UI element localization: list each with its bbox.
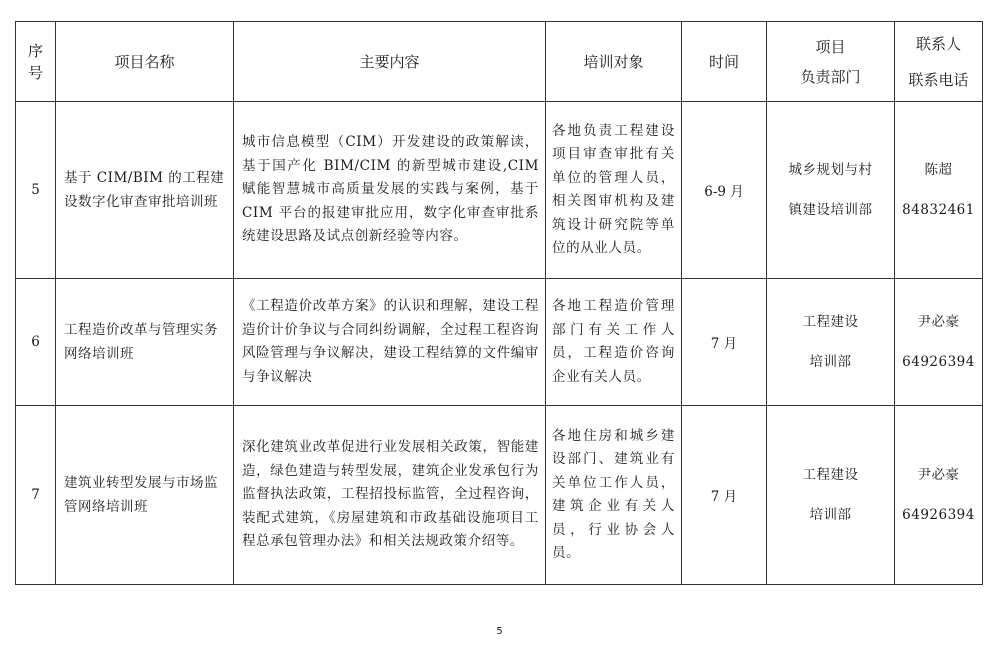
training-table: [15, 21, 983, 585]
training-time: 7 月: [682, 279, 767, 406]
page-number: 5: [496, 626, 503, 637]
main-content: 深化建筑业改革促进行业发展相关政策，智能建造，绿色建造与转型发展，建筑企业发承包行为监督执法政策，工程招投标监管，全过程咨询，装配式建筑，《房屋建筑和市政基础设施项目工程总承包管理办法》和相关法规政策介绍等。: [234, 406, 546, 585]
header-time: 时间: [682, 22, 767, 102]
project-name: 建筑业转型发展与市场监管网络培训班: [56, 406, 234, 585]
project-name: 工程造价改革与管理实务网络培训班: [56, 279, 234, 406]
contact-phone: 64926394: [902, 507, 975, 523]
header-target: 培训对象: [546, 22, 682, 102]
contact-person: 尹必豪: [917, 314, 960, 330]
training-target: 各地工程造价管理部门有关工作人员，工程造价咨询企业有关人员。: [546, 279, 682, 406]
header-seq: 序 号: [16, 22, 56, 102]
row-number: 6: [16, 279, 56, 406]
contact-person: 尹必豪: [917, 467, 960, 483]
training-target: 各地住房和城乡建设部门、建筑业有关单位工作人员，建筑企业有关人员，行业协会人员。: [546, 406, 682, 585]
training-time: 7 月: [682, 406, 767, 585]
project-name: 基于 CIM/BIM 的工程建设数字化审查审批培训班: [56, 102, 234, 279]
row-number: 7: [16, 406, 56, 585]
responsible-dept: 工程建设 培训部: [767, 279, 895, 406]
responsible-dept: 城乡规划与村 镇建设培训部: [767, 102, 895, 279]
header-contact: 联系人 联系电话: [895, 22, 983, 102]
table-row: [16, 279, 983, 406]
contact-info: [895, 279, 983, 406]
contact-phone: 84832461: [902, 202, 975, 218]
contact-info: [895, 406, 983, 585]
responsible-dept: 工程建设 培训部: [767, 406, 895, 585]
contact-person: 陈超: [924, 162, 953, 178]
training-target: 各地负责工程建设项目审查审批有关单位的管理人员，相关图审机构及建筑设计研究院等单位的从业人员。: [546, 102, 682, 279]
training-time: 6-9 月: [682, 102, 767, 279]
main-content: 城市信息模型（CIM）开发建设的政策解读，基于国产化 BIM/CIM 的新型城市建设,CIM 赋能智慧城市高质量发展的实践与案例，基于 CIM 平台的报建审批应用，数字化审查审批系统建设思路及试点创新经验等内容。: [234, 102, 546, 279]
main-content: 《工程造价改革方案》的认识和理解，建设工程造价计价争议与合同纠纷调解，全过程工程咨询风险管理与争议解决，建设工程结算的文件编审与争议解决: [234, 279, 546, 406]
table-row: [16, 406, 983, 585]
header-content: 主要内容: [234, 22, 546, 102]
header-row: [16, 22, 983, 102]
table-row: [16, 102, 983, 279]
header-dept: 项目 负责部门: [767, 22, 895, 102]
contact-phone: 64926394: [902, 354, 975, 370]
contact-info: [895, 102, 983, 279]
row-number: 5: [16, 102, 56, 279]
header-name: 项目名称: [56, 22, 234, 102]
